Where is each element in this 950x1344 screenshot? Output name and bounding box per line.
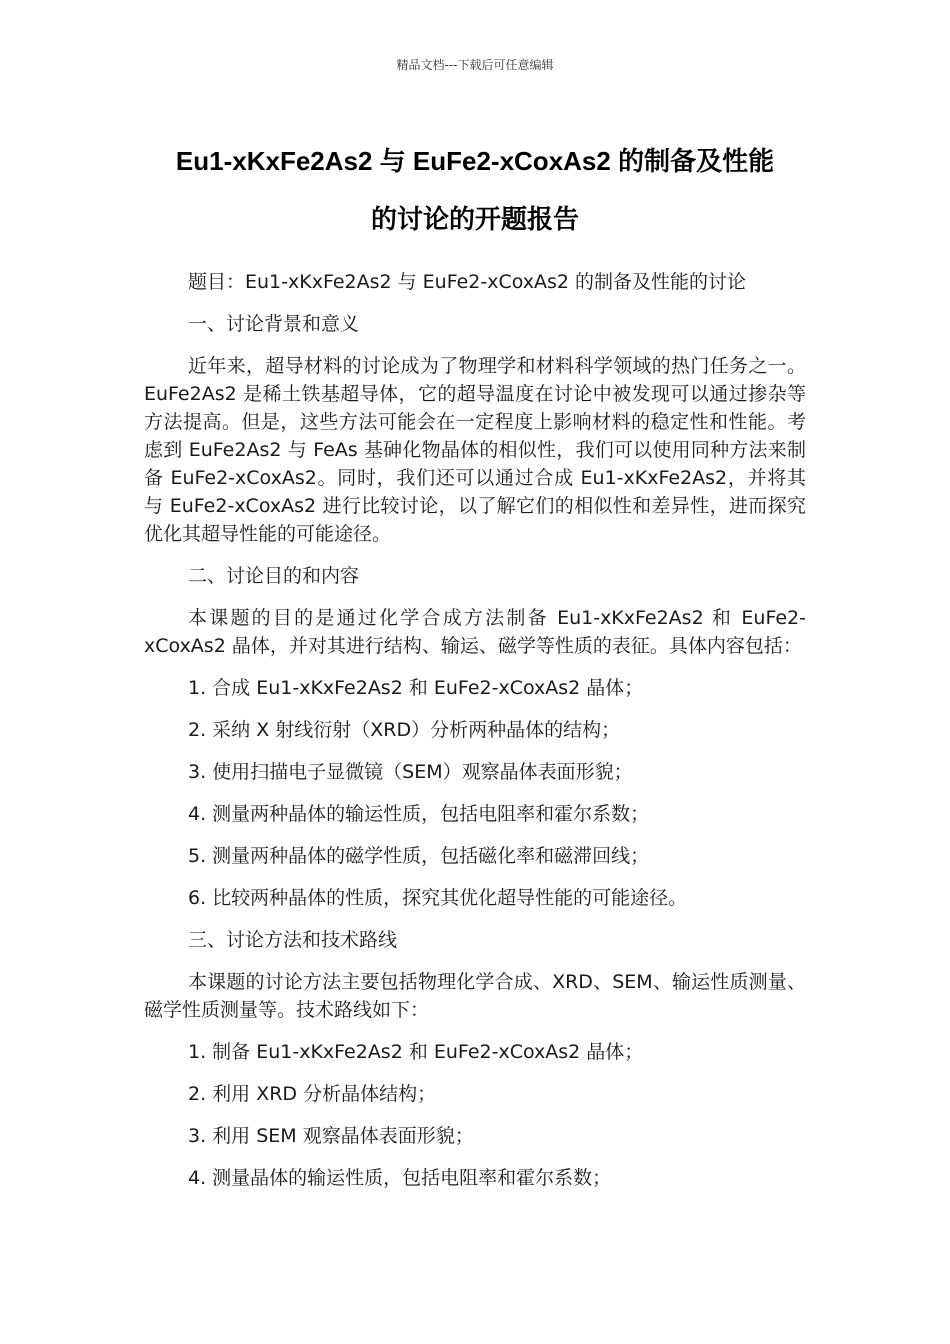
section-3-paragraph: 本课题的讨论方法主要包括物理化学合成、XRD、SEM、输运性质测量、磁学性质测量等。技术路线如下： <box>144 971 806 1021</box>
document-title <box>120 132 830 248</box>
section-2-paragraph: 本课题的目的是通过化学合成方法制备 Eu1-xKxFe2As2 和 EuFe2-xCoxAs2 晶体，并对其进行结构、输运、磁学等性质的表征。具体内容包括： <box>144 607 806 657</box>
section-2-heading: 二、讨论目的和内容 <box>188 565 360 587</box>
page-header-note: 精品文档---下载后可任意编辑 <box>396 58 554 72</box>
section-2-list-item: 2. 采纳 X 射线衍射（XRD）分析两种晶体的结构； <box>188 719 621 741</box>
document-title-line-2: 的讨论的开题报告 <box>370 204 579 234</box>
section-2-list-item: 5. 测量两种晶体的磁学性质，包括磁化率和磁滞回线； <box>188 845 650 867</box>
section-3-heading: 三、讨论方法和技术路线 <box>188 929 398 951</box>
section-1-heading: 一、讨论背景和意义 <box>188 313 360 335</box>
section-2-list-item: 1. 合成 Eu1-xKxFe2As2 和 EuFe2-xCoxAs2 晶体； <box>188 677 644 699</box>
section-2-list-item: 4. 测量两种晶体的输运性质，包括电阻率和霍尔系数； <box>188 803 650 825</box>
section-2-list-item: 3. 使用扫描电子显微镜（SEM）观察晶体表面形貌； <box>188 761 633 783</box>
section-3-list-item: 1. 制备 Eu1-xKxFe2As2 和 EuFe2-xCoxAs2 晶体； <box>188 1041 644 1063</box>
section-1-paragraph: 近年来，超导材料的讨论成为了物理学和材料科学领域的热门任务之一。EuFe2As2 是稀土铁基超导体，它的超导温度在讨论中被发现可以通过掺杂等方法提高。但是，这些方法可能会在一定程度上影响材料的稳定性和性能。考虑到 EuFe2As2 与 FeAs 基砷化物晶体的相似性，我们可以使用同种方法来制备 EuFe2-xCoxAs2。同时，我们还可以通过合成 Eu1-xKxFe2As2，并将其与 EuFe2-xCoxAs2 进行比较讨论，以了解它们的相似性和差异性，进而探究优化其超导性能的可能途径。 <box>144 355 806 545</box>
section-3-list-item: 4. 测量晶体的输运性质，包括电阻率和霍尔系数； <box>188 1167 612 1189</box>
topic-line: 题目：Eu1-xKxFe2As2 与 EuFe2-xCoxAs2 的制备及性能的讨论 <box>188 271 747 293</box>
section-3-list-item: 3. 利用 SEM 观察晶体表面形貌； <box>188 1125 474 1147</box>
section-3-list-item: 2. 利用 XRD 分析晶体结构； <box>188 1083 437 1105</box>
document-body <box>144 268 806 1206</box>
document-title-line-1: Eu1-xKxFe2As2 与 EuFe2-xCoxAs2 的制备及性能 <box>175 146 775 176</box>
section-2-list-item: 6. 比较两种晶体的性质，探究其优化超导性能的可能途径。 <box>188 887 688 909</box>
